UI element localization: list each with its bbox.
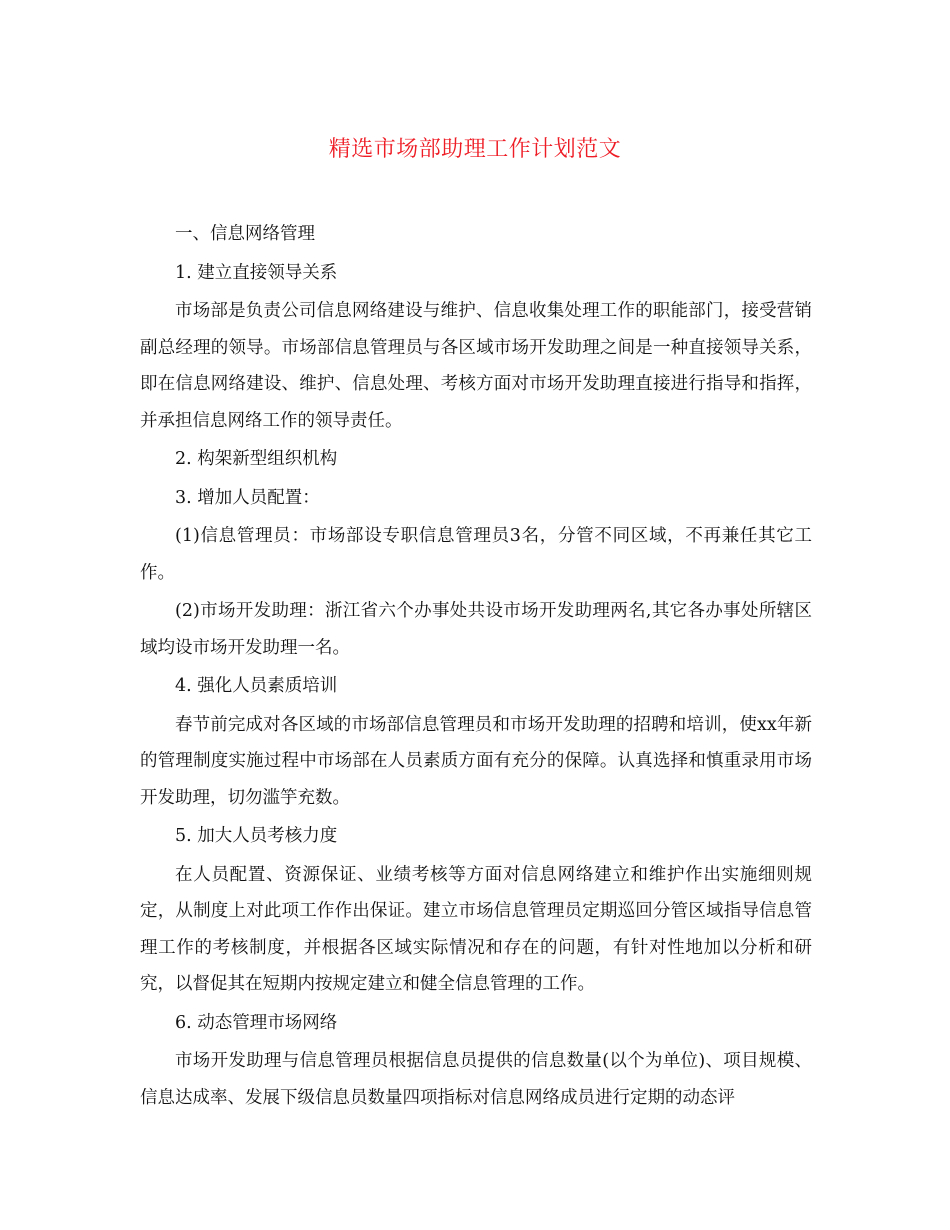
section-heading: 一、信息网络管理 [175, 224, 315, 244]
subsection-heading: 1. 建立直接领导关系 [175, 262, 338, 283]
paragraph: 在人员配置、资源保证、业绩考核等方面对信息网络建立和维护作出实施细则规定，从制度上对此项工作作出保证。建立市场信息管理员定期巡回分管区域指导信息管理工作的考核制度，并根据各区域实际情况和存在的问题，有针对性地加以分析和研究，以督促其在短期内按规定建立和健全信息管理的工作。 [140, 864, 812, 994]
paragraph: (1)信息管理员：市场部设专职信息管理员3名，分管不同区域，不再兼任其它工作。 [140, 526, 812, 583]
subsection-heading: 2. 构架新型组织机构 [175, 449, 338, 469]
paragraph: 市场部是负责公司信息网络建设与维护、信息收集处理工作的职能部门，接受营销副总经理的领导。市场部信息管理员与各区域市场开发助理之间是一种直接领导关系，即在信息网络建设、维护、信息处理、考核方面对市场开发助理直接进行指导和指挥，并承担信息网络工作的领导责任。 [140, 301, 812, 431]
paragraph: 市场开发助理与信息管理员根据信息员提供的信息数量(以个为单位)、项目规模、信息达成率、发展下级信息员数量四项指标对信息网络成员进行定期的动态评 [140, 1051, 812, 1108]
document-title: 精选市场部助理工作计划范文 [328, 137, 622, 162]
subsection-heading: 5. 加大人员考核力度 [175, 826, 338, 846]
subsection-heading: 6. 动态管理市场网络 [175, 1012, 338, 1033]
paragraph: 春节前完成对各区域的市场部信息管理员和市场开发助理的招聘和培训，使xx年新的管理制度实施过程中市场部在人员素质方面有充分的保障。认真选择和慎重录用市场开发助理，切勿滥竽充数。 [140, 714, 812, 808]
document-body [140, 216, 812, 1118]
paragraph: (2)市场开发助理：浙江省六个办事处共设市场开发助理两名,其它各办事处所辖区域均设市场开发助理一名。 [140, 601, 812, 658]
subsection-heading: 3. 增加人员配置： [175, 487, 320, 508]
subsection-heading: 4. 强化人员素质培训 [175, 676, 338, 696]
